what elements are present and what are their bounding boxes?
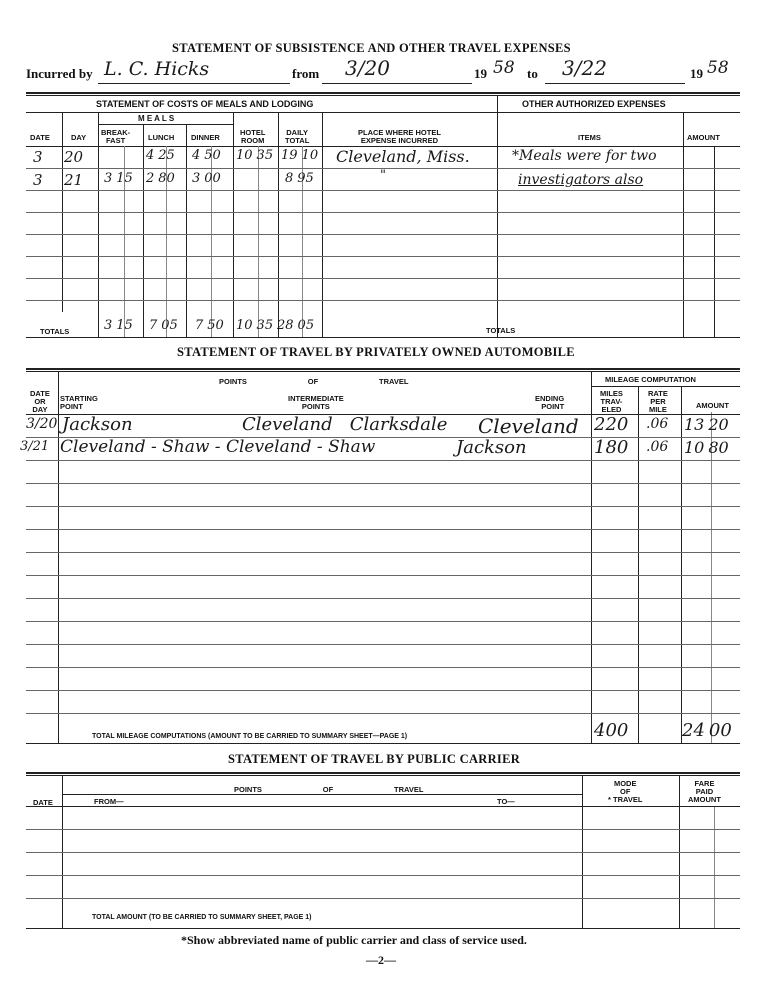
other-totals-label: TOTALS — [486, 326, 516, 335]
meals-date-header: DATE — [30, 133, 50, 142]
auto-row1-rate: .06 — [646, 416, 669, 432]
meals-row2-dinner: 3 00 — [192, 171, 221, 186]
meals-row1-hotel: 10 35 — [236, 148, 274, 163]
rate-per-mile-header: RATE PER MILE — [648, 389, 668, 414]
meals-row2-lunch: 2 80 — [146, 171, 175, 186]
meals-row2-place: " — [380, 168, 386, 183]
meals-day-header: DAY — [71, 133, 87, 142]
meals-row1-day: 20 — [64, 148, 84, 166]
auto-date-header: DATE OR DAY — [30, 389, 50, 414]
meals-total-hotel: 10 35 — [236, 318, 274, 333]
intermediate-points-header: INTERMEDIATE POINTS — [288, 394, 344, 411]
total-mileage-amount: 24 00 — [682, 720, 732, 741]
auto-section-title: STATEMENT OF TRAVEL BY PRIVATELY OWNED AUTOMOBILE — [177, 345, 575, 359]
auto-row2-date: 3/21 — [20, 439, 50, 454]
from-label: from — [292, 66, 320, 81]
from-date-value[interactable]: 3/20 — [345, 56, 390, 80]
auto-row2-starting: Cleveland - Shaw - Cleveland - Shaw — [60, 437, 376, 457]
form-title: STATEMENT OF SUBSISTENCE AND OTHER TRAVEL EXPENSES — [172, 41, 571, 55]
meals-total-dinner: 7 50 — [195, 318, 224, 333]
meals-row2-breakfast: 3 15 — [104, 171, 133, 186]
auto-row1-date: 3/20 — [26, 416, 58, 432]
auto-row2-rate: .06 — [646, 439, 669, 455]
breakfast-header: BREAK- FAST — [101, 128, 131, 145]
to-date-value[interactable]: 3/22 — [562, 56, 607, 80]
auto-row2-amount: 10 80 — [684, 438, 729, 457]
auto-row1-starting: Jackson — [62, 414, 133, 435]
other-expense-note-line1: *Meals were for two — [512, 148, 657, 164]
other-amount-header: AMOUNT — [687, 133, 720, 142]
public-total-label: TOTAL AMOUNT (TO BE CARRIED TO SUMMARY SHEET, PAGE 1) — [92, 914, 312, 921]
public-points-header: POINTS OF TRAVEL — [234, 785, 424, 794]
meals-row1-date: 3 — [33, 148, 43, 166]
meals-row1-lunch: 4 25 — [146, 148, 175, 163]
auto-row1-amount: 13 20 — [684, 415, 729, 434]
meals-row1-daily-total: 19 10 — [281, 148, 319, 163]
meals-section-title: STATEMENT OF COSTS OF MEALS AND LODGING — [96, 99, 314, 109]
mileage-computation-header: MILEAGE COMPUTATION — [605, 375, 696, 384]
ending-point-header: ENDING POINT — [535, 394, 565, 411]
meals-row1-dinner: 4 50 — [192, 148, 221, 163]
items-header: ITEMS — [578, 133, 601, 142]
dinner-header: DINNER — [191, 133, 220, 142]
from-year-prefix: 19 — [474, 66, 487, 81]
page-number: —2— — [366, 953, 396, 967]
auto-row1-ending: Cleveland — [478, 414, 579, 438]
footnote: *Show abbreviated name of public carrier and class of service used. — [181, 933, 527, 947]
public-date-header: DATE — [33, 798, 53, 807]
auto-row2-ending: Jackson — [456, 437, 527, 458]
total-miles-value: 400 — [594, 720, 629, 741]
auto-row2-miles: 180 — [594, 437, 629, 458]
meals-group-header: M E A L S — [138, 114, 175, 123]
place-header: PLACE WHERE HOTEL EXPENSE INCURRED — [358, 128, 441, 145]
miles-traveled-header: MILES TRAV- ELED — [600, 389, 623, 414]
meals-row2-daily-total: 8 95 — [285, 171, 314, 186]
public-to-header: TO— — [497, 797, 515, 806]
auto-points-header: POINTS OF TRAVEL — [219, 377, 409, 386]
other-expenses-title: OTHER AUTHORIZED EXPENSES — [522, 99, 666, 109]
incurred-by-label: Incurred by — [26, 66, 93, 81]
auto-amount-header: AMOUNT — [696, 401, 729, 410]
other-expense-note-line2: investigators also — [518, 172, 644, 188]
starting-point-header: STARTING POINT — [60, 394, 98, 411]
meals-total-daily: 28 05 — [277, 318, 315, 333]
to-year-value[interactable]: 58 — [707, 58, 729, 78]
meals-row2-day: 21 — [64, 171, 84, 189]
meals-total-breakfast: 3 15 — [104, 318, 133, 333]
meals-totals-label: TOTALS — [40, 327, 70, 336]
incurred-by-value[interactable]: L. C. Hicks — [104, 58, 210, 80]
daily-total-header: DAILY TOTAL — [285, 128, 310, 145]
from-year-value[interactable]: 58 — [493, 58, 515, 78]
total-mileage-label: TOTAL MILEAGE COMPUTATIONS (AMOUNT TO BE CARRIED TO SUMMARY SHEET—PAGE 1) — [92, 733, 408, 740]
to-label: to — [527, 66, 538, 81]
meals-row2-date: 3 — [33, 171, 43, 189]
hotel-room-header: HOTEL ROOM — [240, 128, 266, 145]
to-year-prefix: 19 — [690, 66, 703, 81]
fare-paid-header: FARE PAID AMOUNT — [688, 779, 721, 804]
auto-row1-miles: 220 — [594, 414, 629, 435]
public-from-header: FROM— — [94, 797, 124, 806]
public-section-title: STATEMENT OF TRAVEL BY PUBLIC CARRIER — [228, 752, 521, 766]
meals-row1-place: Cleveland, Miss. — [336, 147, 470, 166]
lunch-header: LUNCH — [148, 133, 175, 142]
mode-of-travel-header: MODE OF * TRAVEL — [608, 779, 643, 804]
auto-row1-intermediate: Cleveland Clarksdale — [242, 414, 448, 435]
meals-total-lunch: 7 05 — [149, 318, 178, 333]
